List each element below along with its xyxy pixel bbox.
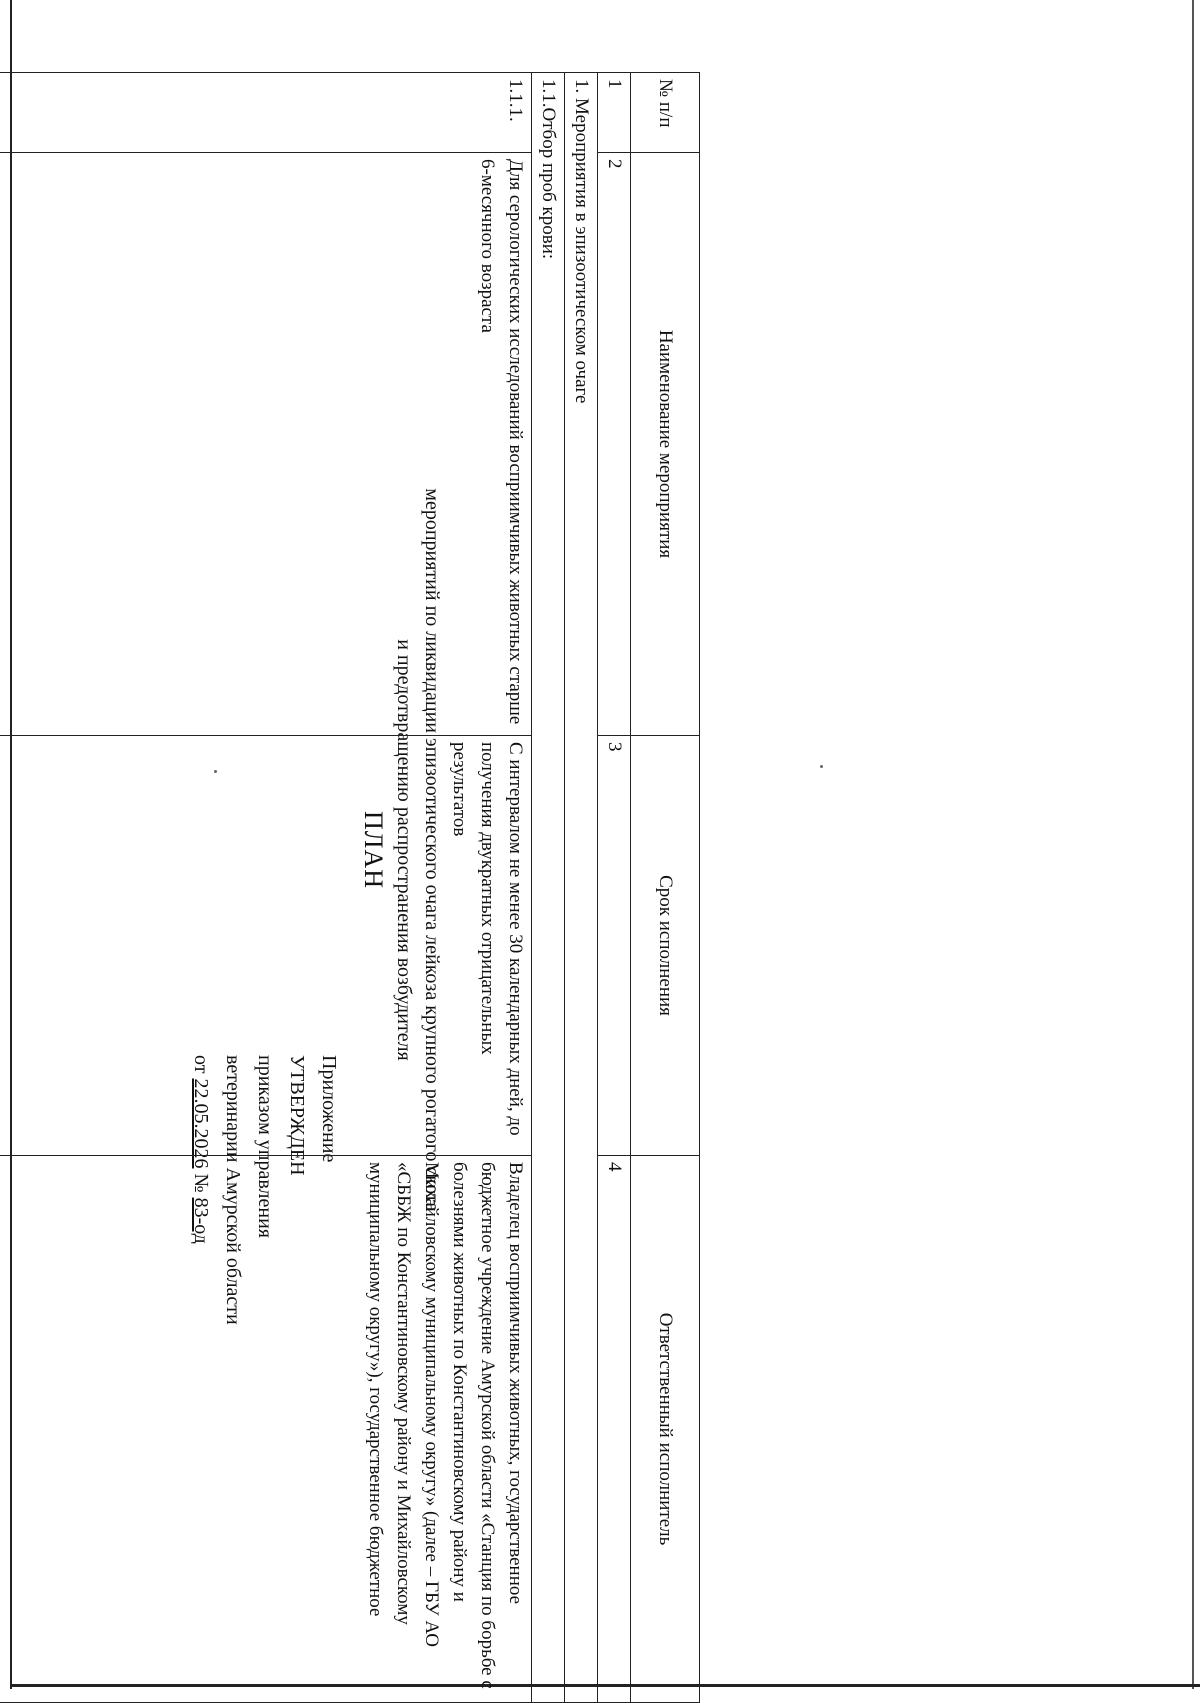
column-number-4: 4 — [598, 1156, 631, 1703]
plan-subtitle-line-1: мероприятий по ликвидации эпизоотического очага лейкоза крупного рогатого скота — [421, 488, 443, 1212]
column-number-row — [598, 73, 631, 1703]
header-executor: Ответственный исполнитель — [631, 1156, 700, 1703]
subsection-row — [532, 73, 565, 1703]
header-term: Срок исполнения — [631, 736, 700, 1156]
plan-subtitle-line-2: и предотвращению распространения возбудителя — [393, 639, 415, 1061]
number-prefix: № — [190, 1168, 212, 1198]
section-1-heading: 1. Мероприятия в эпизоотическом очаге — [565, 73, 598, 1703]
header-num: № п/п — [631, 73, 700, 153]
table-row — [0, 73, 532, 1703]
header-name: Наименование мероприятия — [631, 153, 700, 736]
plan-title: ПЛАН — [359, 811, 388, 889]
column-number-3: 3 — [598, 736, 631, 1156]
order-date: 22.05.2026 — [190, 1078, 212, 1169]
section-row — [565, 73, 598, 1703]
column-number-2: 2 — [598, 153, 631, 736]
table-header-row — [631, 73, 700, 1703]
order-label: приказом управления — [254, 1055, 276, 1238]
row-name: Для серологических исследований восприимчивых животных старше 6-месячного возраста — [0, 153, 532, 736]
authority-label: ветеринарии Амурской области — [222, 1055, 244, 1325]
date-prefix: от — [190, 1055, 212, 1079]
row-term: С интервалом не менее 30 календарных дней, до получения двукратных отрицательных результатов — [0, 736, 532, 1156]
row-executor: Владелец восприимчивых животных, государственное бюджетное учреждение Амурской области «Станция по борьбе с болезнями животных по Константиновскому району и Михайловскому муниципальному округу» (далее – ГБУ АО «СББЖ по Константиновскому району и Михайловскому муниципальному округу»), государственное бюджетное — [0, 1156, 532, 1703]
column-number-1: 1 — [598, 73, 631, 153]
approved-label: УТВЕРЖДЕН — [286, 1055, 308, 1176]
row-num: 1.1.1. — [0, 73, 532, 153]
order-number: 83-од — [190, 1197, 212, 1244]
subsection-1-1-heading: 1.1.Отбор проб крови: — [532, 73, 565, 1703]
plan-table — [0, 72, 700, 1703]
appendix-label: Приложение — [318, 1055, 340, 1163]
